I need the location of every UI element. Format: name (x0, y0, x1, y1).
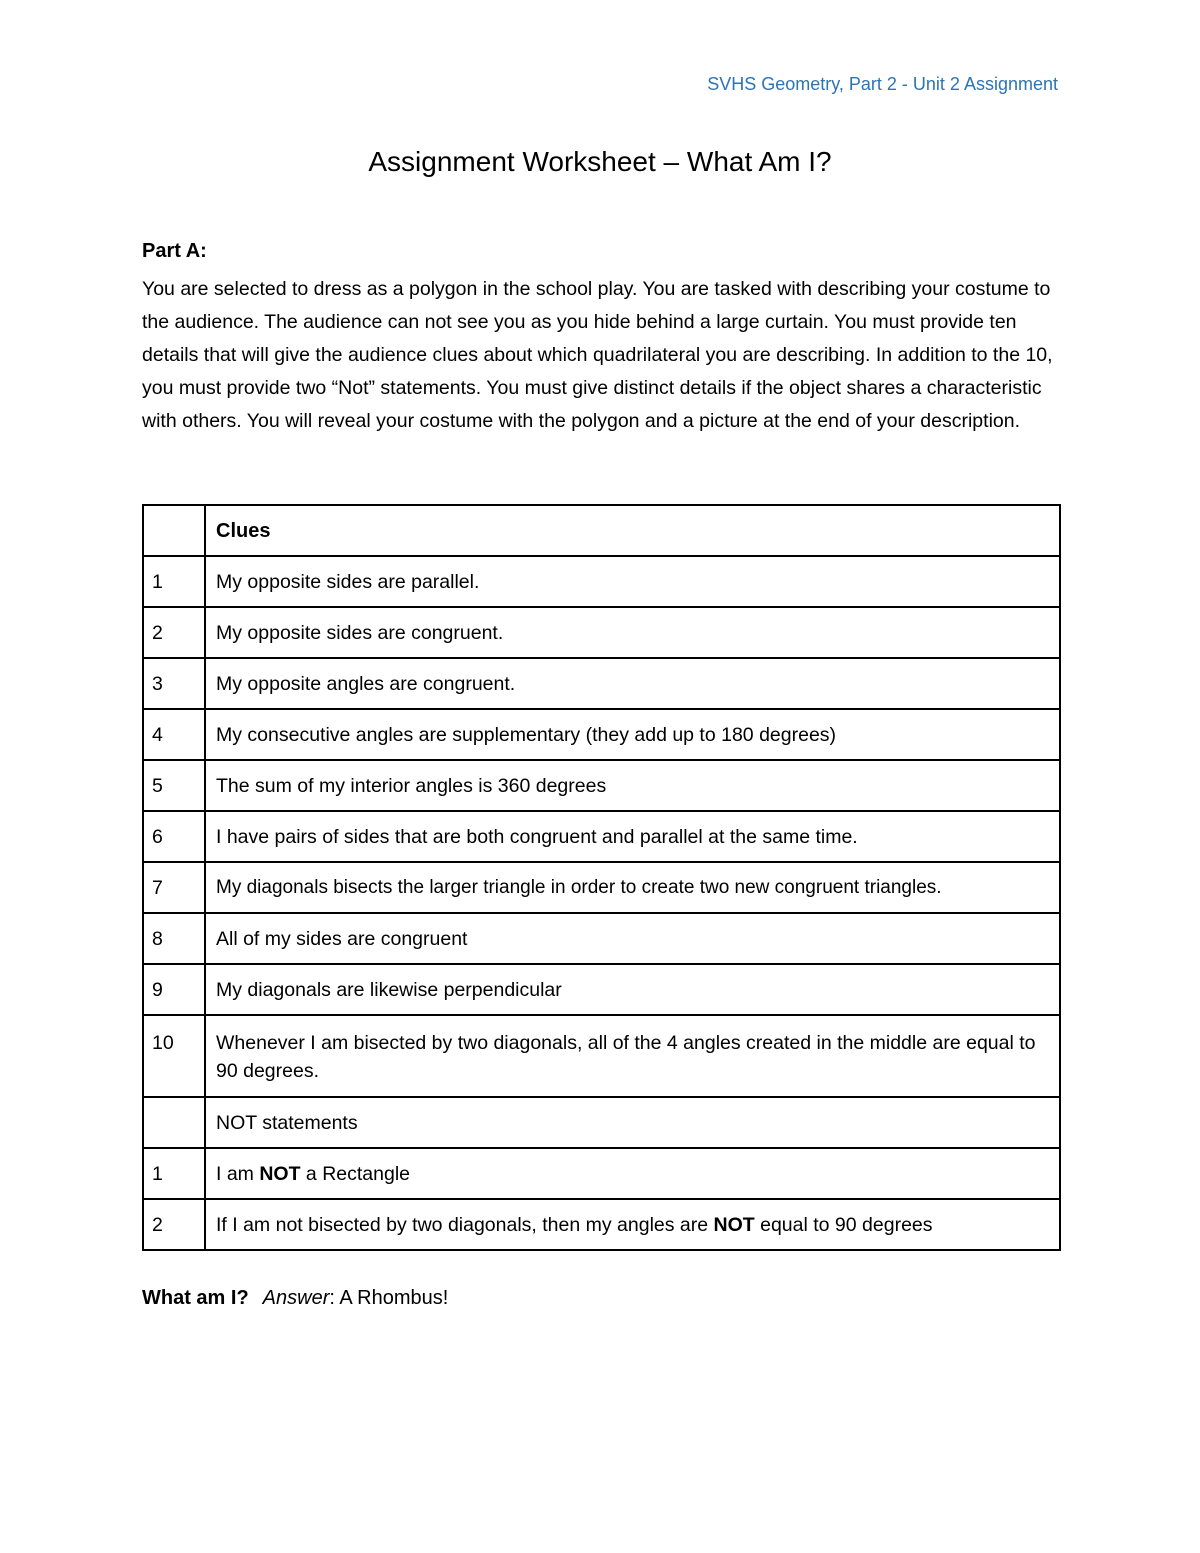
clue-text: All of my sides are congruent (205, 913, 1060, 964)
clues-header: Clues (205, 505, 1060, 556)
not-header-row (143, 1097, 1060, 1148)
clue-row (143, 964, 1060, 1015)
not-statement-text-before: If I am not bisected by two diagonals, then my angles are (216, 1213, 714, 1236)
clue-number: 7 (143, 862, 205, 913)
clue-number: 2 (143, 607, 205, 658)
not-statement-text (205, 1148, 1060, 1199)
clue-row (143, 862, 1060, 913)
clue-text: The sum of my interior angles is 360 degrees (205, 760, 1060, 811)
not-statement-number: 1 (143, 1148, 205, 1199)
clue-row (143, 760, 1060, 811)
clue-row (143, 709, 1060, 760)
clue-number: 1 (143, 556, 205, 607)
clue-number: 4 (143, 709, 205, 760)
answer-line (142, 1287, 448, 1310)
not-statement-row (143, 1148, 1060, 1199)
clue-text: My consecutive angles are supplementary (they add up to 180 degrees) (205, 709, 1060, 760)
part-a-instructions: You are selected to dress as a polygon in the school play. You are tasked with describing your costume to the audience. The audience can not see you as you hide behind a large curtain. You must provide ten details that will give the audience clues about which quadrilateral you are describing. In addition to the 10, you must provide two “Not” statements. You must give distinct details if the object shares a characteristic with others. You will reveal your costume with the polygon and a picture at the end of your description. (142, 278, 1053, 432)
part-a-heading: Part A: (142, 240, 207, 262)
clue-text: I have pairs of sides that are both congruent and parallel at the same time. (205, 811, 1060, 862)
not-statement-text-after: equal to 90 degrees (754, 1213, 933, 1236)
not-header-num-cell (143, 1097, 205, 1148)
clue-text: My opposite angles are congruent. (205, 658, 1060, 709)
not-statement-row (143, 1199, 1060, 1250)
clue-row (143, 556, 1060, 607)
course-header-note: SVHS Geometry, Part 2 - Unit 2 Assignment (707, 74, 1058, 94)
clue-text: Whenever I am bisected by two diagonals, all of the 4 angles created in the middle are equal to 90 degrees. (205, 1015, 1060, 1097)
clues-table (142, 504, 1061, 1251)
not-keyword: NOT (713, 1213, 755, 1236)
clue-row (143, 1015, 1060, 1097)
clue-number: 5 (143, 760, 205, 811)
clue-number: 10 (143, 1015, 205, 1097)
clue-number: 6 (143, 811, 205, 862)
clue-row (143, 913, 1060, 964)
clue-row (143, 658, 1060, 709)
clue-row (143, 607, 1060, 658)
worksheet-title: Assignment Worksheet – What Am I? (368, 146, 832, 177)
not-statement-text (205, 1199, 1060, 1250)
not-keyword: NOT (259, 1162, 301, 1185)
not-statement-text-before: I am (216, 1162, 260, 1185)
clue-number: 9 (143, 964, 205, 1015)
not-statements-header: NOT statements (205, 1097, 1060, 1148)
clue-text: My diagonals bisects the larger triangle in order to create two new congruent triangles. (205, 862, 1060, 913)
clue-text: My diagonals are likewise perpendicular (205, 964, 1060, 1015)
not-statement-text-after: a Rectangle (300, 1162, 411, 1185)
not-statement-number: 2 (143, 1199, 205, 1250)
answer-label: Answer (262, 1287, 330, 1309)
header-num-cell (143, 505, 205, 556)
answer-value: : A Rhombus! (329, 1287, 449, 1309)
clue-text: My opposite sides are parallel. (205, 556, 1060, 607)
clues-header-row (143, 505, 1060, 556)
clue-text: My opposite sides are congruent. (205, 607, 1060, 658)
clue-row (143, 811, 1060, 862)
clue-number: 8 (143, 913, 205, 964)
clue-number: 3 (143, 658, 205, 709)
answer-question: What am I? (142, 1287, 249, 1309)
